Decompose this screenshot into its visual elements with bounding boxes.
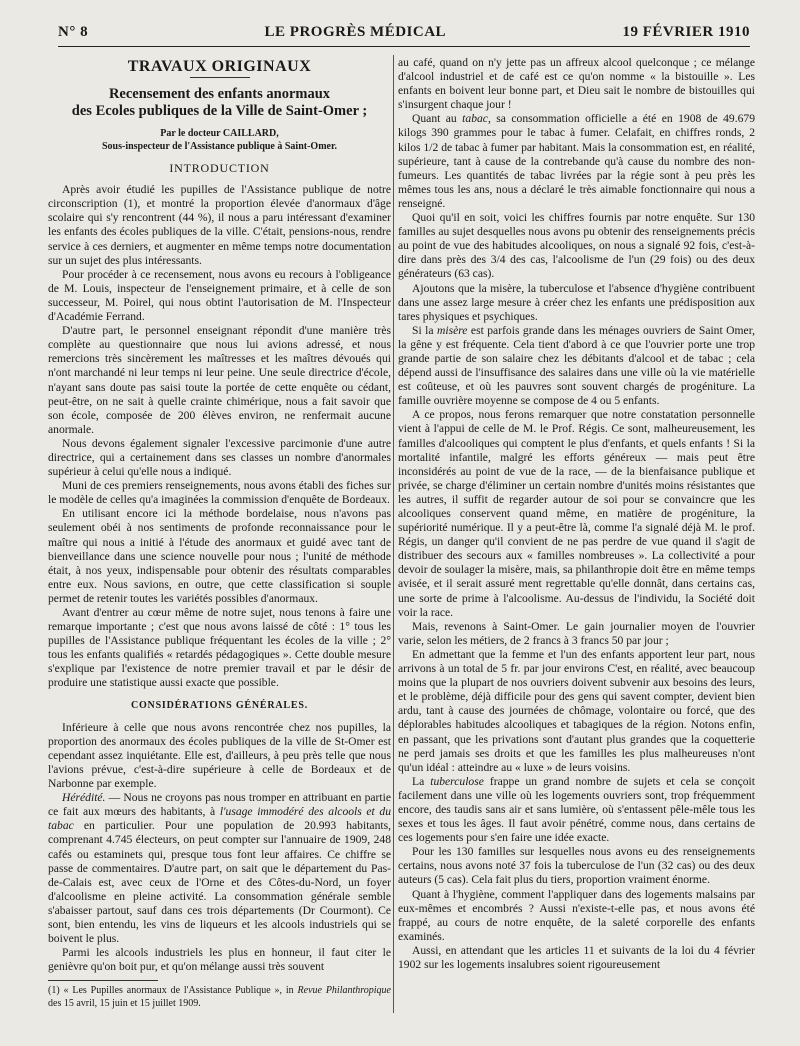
left-column (48, 56, 391, 1010)
paragraph: En utilisant encore ici la méthode bordelaise, nous n'avons pas seulement obéi à nos sentiments de profonde reconnaissance pour le maître qui nous a initié à l'étude des anormaux et guidé avec tant de bienveillance dans une science nouvelle pour nous ; l'unité de méthode était, à nos yeux, indispensable pour obtenir des résultats comparables entre eux. Nous savions, en outre, que cette classification si souple permet de retenir toutes les variétés possibles d'anormaux. (48, 507, 391, 605)
paragraph: Quant à l'hygiène, comment l'appliquer dans des logements malsains par eux-mêmes et encombrés ? Aussi n'existe-t-elle pas, et nous avons été frappé, au cours de notre enquête, de la saleté corporelle des enfants examinés. (398, 887, 755, 943)
paragraph: Quant au tabac, sa consommation officielle a été en 1908 de 49.679 kilogs 390 grammes pour le tabac à fumer. Celafait, en chiffres ronds, 2 kilos 1/2 de tabac à fumer par habitant. Mais la consommation est, en réalité, supérieure, tant à cause de la contrebande qu'à cause du nombre des non-fumeurs. Les quantités de tabac livrées par la régie sont à peu près les mêmes tous les ans, nous a déclaré le très aimable fonctionnaire qui nous a renseigné. (398, 112, 756, 210)
paragraph: Pour les 130 familles sur lesquelles nous avons eu des renseignements certains, nous avons noté 37 fois la tuberculose de l'un (32 cas) ou des deux auteurs (5 cas). Cela fait plus du tiers, proportion vraiment énorme. (398, 845, 755, 887)
issue-number: N° 8 (58, 24, 89, 40)
paragraph: Avant d'entrer au cœur même de notre sujet, nous tenons à faire une remarque importante ; c'est que nous avons laissé de côté : 1° tous les pupilles de l'Assistance publique fréquentant les écoles de la ville ; 2° tous les enfants qualifiés « retardés pédagogiques ». Cette double mesure s'explique par l'existence de notre premier travail et par le désir de produire une statistique aussi exacte que possible. (48, 606, 391, 690)
section-title: TRAVAUX ORIGINAUX (127, 58, 312, 75)
paragraph: Aussi, en attendant que les articles 11 et suivants de la loi du 4 février 1902 sur les logements insalubres soient rigoureusement (398, 943, 755, 971)
header-rule (58, 46, 750, 47)
paragraph: D'autre part, le personnel enseignant répondit d'une manière très complète au questionnaire que nous lui avions adressé, et nous remercions très sincèrement les maîtresses et les maîtres dévoués qui n'ont marchandé ni leur temps ni leur peine. Une seule directrice d'école, n'ayant sans doute pas saisi toute la portée de cette enquête ou cédant, peut-être, on ne sait à quelle crainte chimérique, nous a fait savoir que son école, composée de 200 élèves environ, ne renfermait aucune anormale. (48, 324, 391, 436)
paragraph: Pour procéder à ce recensement, nous avons eu recours à l'obligeance de M. Louis, inspecteur de l'enseignement primaire, et à celle de son successeur, M. Poirel, qui nous obtint l'autorisation de M. l'Inspecteur d'Académie Ferrand. (48, 267, 391, 324)
paragraph: Quoi qu'il en soit, voici les chiffres fournis par notre enquête. Sur 130 familles au sujet desquelles nous avons pu obtenir des renseignements précis au point de vue des habitudes alcooliques, on nous a signalé 92 fois, c'est-à-dire dans près des 3/4 des cas, l'alcoolisme de l'un (29 fois) ou des deux générateurs (63 cas). (398, 211, 755, 281)
paragraph: Inférieure à celle que nous avons rencontrée chez nos pupilles, la proportion des anormaux des écoles publiques de la ville de St-Omer est cependant assez inquiétante. Elle est, d'ailleurs, à peu près telle que nous l'avions prévue, c'est-à-dire supérieure à celle de Bordeaux et de Narbonne par exemple. (48, 720, 391, 791)
paragraph: Mais, revenons à Saint-Omer. Le gain journalier moyen de l'ouvrier varie, selon les métiers, de 2 francs à 3 francs 50 par jour ; (398, 619, 755, 647)
section-rule (190, 77, 250, 78)
paragraph: Ajoutons que la misère, la tuberculose et l'absence d'hygiène contribuent dans une assez large mesure à créer chez les enfants une prédisposition aux tares physiques et psychiques. (398, 281, 755, 323)
footnote-rule (48, 980, 158, 981)
issue-date: 19 FÉVRIER 1910 (622, 24, 750, 40)
article-title: Recensement des enfants anormaux des Ecoles publiques de la Ville de Saint-Omer ; (71, 86, 368, 120)
paragraph: Si la misère est parfois grande dans les ménages ouvriers de Saint Omer, la gêne y est fréquente. Cela tient d'abord à ce que l'ouvrier porte une trop grande partie de son salaire chez les débitants d'alcool et de tabac ; cela dépend aussi de l'insuffisance des salaires dans une ville où la vie matérielle est coûteuse, et où les pauvres sont souvent chargés de progéniture. La famille ouvrière moyenne se compose de 4 ou 5 enfants. (398, 323, 755, 408)
footnote: (1) « Les Pupilles anormaux de l'Assistance Publique », in Revue Philanthropique des 15 avril, 15 juin et 15 juillet 1909. (48, 985, 391, 1009)
journal-title: LE PROGRÈS MÉDICAL (264, 24, 447, 40)
subheading-general: CONSIDÉRATIONS GÉNÉRALES. (130, 699, 309, 711)
right-column (398, 56, 755, 972)
paragraph: Parmi les alcools industriels les plus en honneur, il faut citer le genièvre qu'on boit pur, et qu'on mélange aussi très souvent (48, 946, 391, 974)
author-byline: Par le docteur CAILLARD, Sous-inspecteur de l'Assistance publique à Saint-Omer. (101, 128, 338, 152)
paragraph: Nous devons également signaler l'excessive parcimonie d'une autre directrice, qui a certainement dans ses classes un nombre d'anormales supérieur à celui qu'elle nous a indiqué. (48, 436, 391, 479)
paragraph: La tuberculose frappe un grand nombre de sujets et cela se conçoit facilement dans une ville où les logements ouvriers sont, trop fréquemment encore, des taudis sans air et sans lumière, où s'entassent pêle-mêle tous les sexes et tous les âges. Il faut avoir pénétré, comme nous, dans certains de ces logements pour s'en faire une idée exacte. (398, 774, 755, 845)
paragraph: Après avoir étudié les pupilles de l'Assistance publique de notre circonscription (1), et montré la proportion élevée d'anormaux d'âge scolaire qui s'y rencontrent (44 %), il nous a paru intéressant d'examiner les enfants des écoles publiques de la ville. C'était, pensions-nous, rendre service à ces derniers, et augmenter en même temps notre documentation sur un sujet des plus intéressants. (48, 183, 391, 267)
paragraph: A ce propos, nous ferons remarquer que notre constatation personnelle vient à l'appui de celle de M. le Prof. Régis. Ce sont, malheureusement, les familles d'alcooliques qui comptent le plus d'enfants, et quels enfants ! Si la mortalité infantile, malgré les efforts généreux — mais peut être inconsidérés au point de vue de la race, — de la bienfaisance publique et privée, se charge d'éliminer un certain nombre d'unités moins résistantes que les autres, il suffit de regarder autour de soi pour se convaincre que les alcooliques conservent quand même, en matière de progéniture, la supériorité numérique. Il y a peut-être là, comme l'a signalé déjà M. le prof. Régis, un danger qu'il convient de ne pas perdre de vue quand il s'agit de distribuer des secours aux « familles nombreuses ». La collectivité a pour devoir de soulager la misère, mais, sa philanthropie doit être en même temps avisée, et il serait assuré ment regrettable qu'elle donnât, dans certains cas, une sorte de prime à l'alcoolisme. Au-dessus de l'individu, la Société doit voir la race. (398, 408, 755, 619)
paragraph-heredite: Hérédité. — Nous ne croyons pas nous tromper en attribuant en partie ce fait aux mœurs des habitants, à l'usage immodéré des alcools et du tabac en particulier. Pour une population de 20.993 habitants, comprenant 4.745 électeurs, on peut compter sur l'annuaire de 1909, 248 cafés ou estaminets qui, presque tous font leur affaires. Ce chiffre se passe de commentaires. D'autre part, on sait que le département du Pas-de-Calais est, avec ceux de l'Orne et des Côtes-du-Nord, un foyer d'alcoolisme en pleine activité. La consommation générale semble s'abaisser partout, sauf dans ces trois départements (Dr Courmont). Ce sont, bien entendu, les vins de liqueurs et les alcools industriels qui se boivent le plus. (48, 791, 392, 946)
paragraph: Muni de ces premiers renseignements, nous avons établi des fiches sur le modèle de celles qu'a imaginées la commission d'enquête de Bordeaux. (48, 479, 391, 507)
heredite-label: Hérédité. (62, 791, 106, 805)
column-divider (393, 55, 394, 1013)
subheading-introduction: INTRODUCTION (169, 161, 270, 176)
paragraph: au café, quand on n'y jette pas un affreux alcool quelconque ; ce mélange d'alcool industriel et de café est ce qu'on nomme « la bistouille ». Les enfants en boivent leur bonne part, et Dieu sait le nombre de bistouilles qui s'insurgent chaque jour ! (398, 56, 755, 112)
paragraph: En admettant que la femme et l'un des enfants apportent leur part, nous arrivons à un total de 5 fr. par jour environs C'est, en réalité, avec beaucoup moins que la plupart de nos ouvriers doivent subvenir aux besoins des leurs, et le problème, déjà difficile pour des gens qui savent compter, devient bien ardu, tant à cause des journées de chômage, volontaire ou forcé, que des déplorables habitudes alcooliques et tabagiques de la région. Notons enfin, en passant, que les privations sont d'autant plus grandes que la coquetterie ne perd jamais ses droits et que les familles les plus malheureuses n'ont qu'un idéal : atteindre au « luxe » de leurs voisins. (398, 647, 755, 774)
running-header (58, 24, 750, 44)
